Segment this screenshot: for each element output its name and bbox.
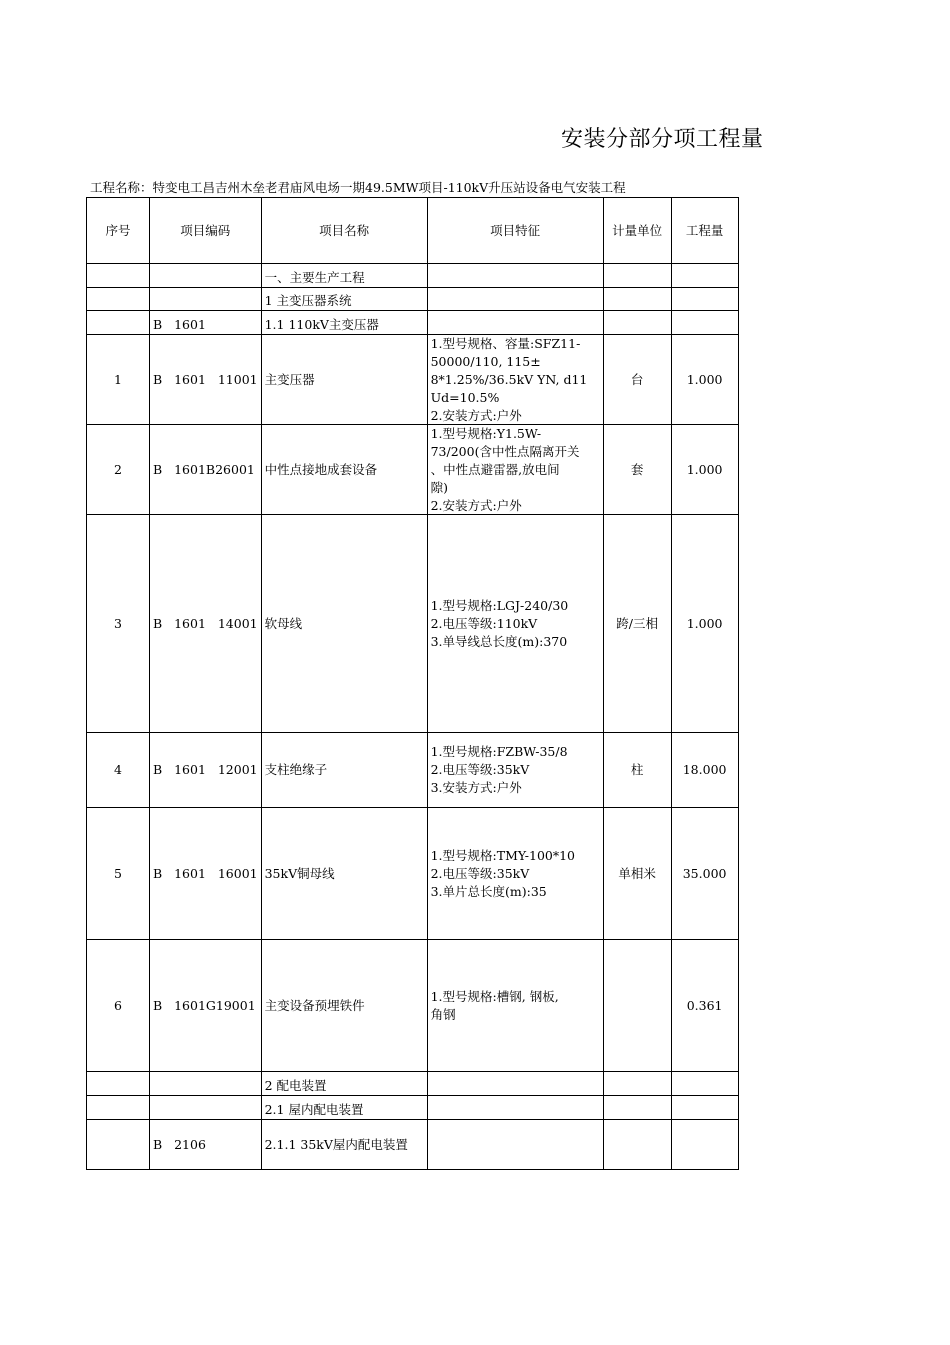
table-row [87, 1072, 739, 1096]
row-code: B 1601 12001 [150, 733, 262, 808]
row-seq: 1 [87, 335, 150, 425]
quantity-table [86, 197, 739, 1170]
row-code: B 2106 [150, 1120, 262, 1170]
row-unit: 跨/三相 [603, 515, 671, 733]
section-name: 一、主要生产工程 [261, 264, 427, 288]
sheet-title: 安装分部分项工程量 [561, 127, 764, 152]
row-seq: 2 [87, 425, 150, 515]
row-feature: 1.型号规格、容量:SFZ11- 50000/110, 115± 8*1.25%/36.5kV YN, d11 Ud=10.5% 2.安装方式:户外 [427, 335, 603, 425]
table-row [87, 288, 739, 311]
row-name: 35kV铜母线 [261, 808, 427, 940]
row-code: B 1601G19001 [150, 940, 262, 1072]
section-name: 1.1 110kV主变压器 [261, 311, 427, 335]
row-qty: 1.000 [671, 515, 738, 733]
row-name: 软母线 [261, 515, 427, 733]
row-feature: 1.型号规格:TMY-100*10 2.电压等级:35kV 3.单片总长度(m):35 [427, 808, 603, 940]
table-row [87, 733, 739, 808]
section-name: 2 配电装置 [261, 1072, 427, 1096]
table-row [87, 1096, 739, 1120]
row-code: B 1601B26001 [150, 425, 262, 515]
header-seq: 序号 [87, 198, 150, 264]
section-name: 2.1 屋内配电装置 [261, 1096, 427, 1120]
row-qty: 1.000 [671, 335, 738, 425]
header-unit: 计量单位 [603, 198, 671, 264]
row-code: B 1601 14001 [150, 515, 262, 733]
row-name: 中性点接地成套设备 [261, 425, 427, 515]
header-qty: 工程量 [671, 198, 738, 264]
table-header-row [87, 198, 739, 264]
row-name: 主变设备预埋铁件 [261, 940, 427, 1072]
row-unit: 台 [603, 335, 671, 425]
header-name: 项目名称 [261, 198, 427, 264]
section-name: 1 主变压器系统 [261, 288, 427, 311]
row-name: 支柱绝缘子 [261, 733, 427, 808]
row-seq: 3 [87, 515, 150, 733]
row-seq: 4 [87, 733, 150, 808]
row-code: B 1601 16001 [150, 808, 262, 940]
table-row [87, 1120, 739, 1170]
row-unit: 套 [603, 425, 671, 515]
row-unit: 单相米 [603, 808, 671, 940]
table-row [87, 264, 739, 288]
table-row: B 1601 1.1 110kV主变压器 [87, 311, 739, 335]
table-row [87, 335, 739, 425]
row-qty: 0.361 [671, 940, 738, 1072]
header-code: 项目编码 [150, 198, 262, 264]
table-row [87, 425, 739, 515]
table-row [87, 808, 739, 940]
row-qty: 1.000 [671, 425, 738, 515]
row-feature: 1.型号规格:Y1.5W- 73/200(含中性点隔离开关 、中性点避雷器,放电间 隙) 2.安装方式:户外 [427, 425, 603, 515]
table-row [87, 940, 739, 1072]
row-feature: 1.型号规格:槽钢, 钢板, 角钢 [427, 940, 603, 1072]
row-seq: 5 [87, 808, 150, 940]
row-unit: 柱 [603, 733, 671, 808]
project-name: 工程名称：特变电工昌吉州木垒老君庙风电场一期49.5MW项目-110kV升压站设备电气安装工程 [90, 180, 626, 195]
table-row [87, 515, 739, 733]
header-feature: 项目特征 [427, 198, 603, 264]
row-seq: 6 [87, 940, 150, 1072]
row-feature: 1.型号规格:LGJ-240/30 2.电压等级:110kV 3.单导线总长度(m):370 [427, 515, 603, 733]
row-name: 主变压器 [261, 335, 427, 425]
row-qty: 35.000 [671, 808, 738, 940]
row-unit [603, 940, 671, 1072]
row-feature: 1.型号规格:FZBW-35/8 2.电压等级:35kV 3.安装方式:户外 [427, 733, 603, 808]
row-qty: 18.000 [671, 733, 738, 808]
section-name: 2.1.1 35kV屋内配电装置 [261, 1120, 427, 1170]
row-code: B 1601 11001 [150, 335, 262, 425]
